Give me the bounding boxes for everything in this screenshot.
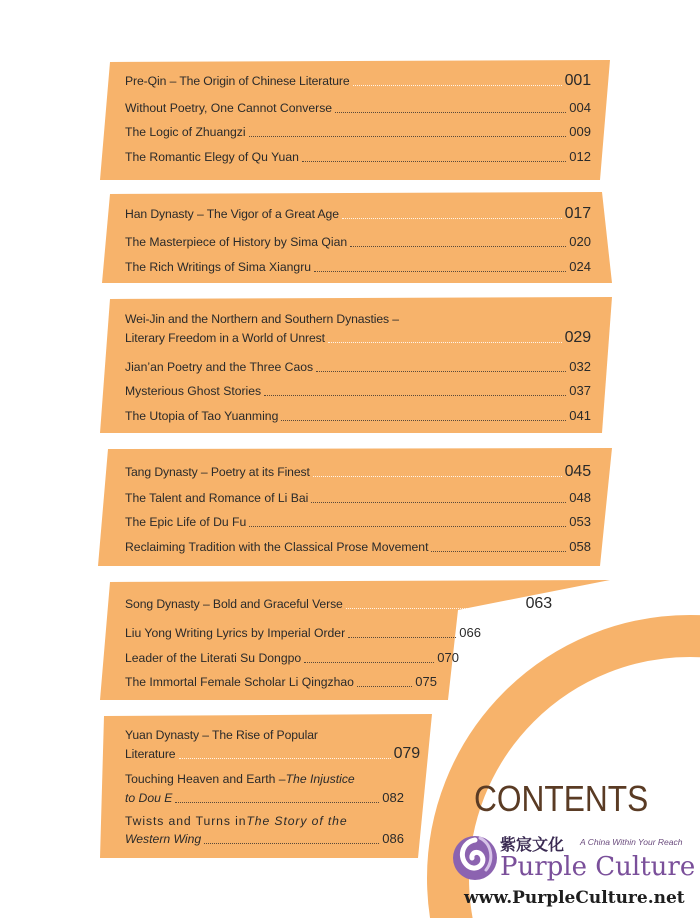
contents-title: CONTENTS xyxy=(474,778,649,819)
entry-title-italic: The Injustice xyxy=(285,772,355,786)
entry-page: 037 xyxy=(569,383,591,398)
leader-dots xyxy=(264,395,566,396)
entry-title-italic: The Story of the xyxy=(246,814,348,828)
chapter-title: Han Dynasty – The Vigor of a Great Age xyxy=(125,207,339,221)
entry-title: Reclaiming Tradition with the Classical Prose Movement xyxy=(125,540,429,554)
logo-name: Purple Culture xyxy=(500,852,696,882)
chapter-page: 029 xyxy=(564,329,591,346)
chapter-title: Literature xyxy=(125,747,176,761)
leader-dots xyxy=(357,686,412,687)
entry-title: Touching Heaven and Earth – xyxy=(125,772,286,786)
entry-page: 041 xyxy=(569,408,591,423)
entry-title: The Masterpiece of History by Sima Qian xyxy=(125,235,348,249)
toc-entry[interactable] xyxy=(125,124,591,140)
entry-page: 032 xyxy=(569,359,591,374)
entry-page: 024 xyxy=(569,259,591,274)
chapter-page: 063 xyxy=(525,595,552,612)
chapter-title: Song Dynasty – Bold and Graceful Verse xyxy=(125,597,343,611)
toc-entry[interactable] xyxy=(125,100,591,116)
leader-dots xyxy=(346,608,523,609)
chapter-page: 079 xyxy=(393,745,420,762)
toc-entry[interactable] xyxy=(125,490,591,506)
toc-entry[interactable] xyxy=(125,408,591,424)
entry-title: The Rich Writings of Sima Xiangru xyxy=(125,260,312,274)
toc-entry[interactable] xyxy=(125,674,437,690)
chapter-heading-line1[interactable] xyxy=(125,311,591,327)
entry-title: Jian’an Poetry and the Three Caos xyxy=(125,360,314,374)
leader-dots xyxy=(302,161,566,162)
chapter-heading[interactable] xyxy=(125,596,552,612)
toc-entry[interactable] xyxy=(125,625,481,641)
entry-title: Without Poetry, One Cannot Converse xyxy=(125,101,333,115)
entry-page: 086 xyxy=(382,831,404,846)
leader-dots xyxy=(175,802,379,803)
entry-title-italic: to Dou E xyxy=(125,791,173,805)
chapter-page: 045 xyxy=(564,463,591,480)
toc-entry[interactable] xyxy=(125,383,591,399)
chapter-heading[interactable] xyxy=(125,206,591,222)
entry-title: The Romantic Elegy of Qu Yuan xyxy=(125,150,299,164)
leader-dots xyxy=(328,342,562,343)
toc-entry[interactable] xyxy=(125,149,591,165)
chapter-heading-line2[interactable] xyxy=(125,746,420,762)
toc-entry[interactable] xyxy=(125,234,591,250)
entry-page: 066 xyxy=(459,625,481,640)
toc-entry[interactable] xyxy=(125,514,591,530)
leader-dots xyxy=(249,526,566,527)
entry-title-italic: Western Wing xyxy=(125,832,202,846)
entry-page: 082 xyxy=(382,790,404,805)
entry-title: The Immortal Female Scholar Li Qingzhao xyxy=(125,675,354,689)
purple-swirl-icon xyxy=(450,830,500,886)
chapter-title: Yuan Dynasty – The Rise of Popular xyxy=(125,728,318,742)
toc-entry-line2[interactable] xyxy=(125,790,404,806)
chapter-title: Literary Freedom in a World of Unrest xyxy=(125,331,325,345)
leader-dots xyxy=(314,271,566,272)
chapter-title: Wei-Jin and the Northern and Southern Dynasties – xyxy=(125,312,399,326)
logo-url[interactable]: www.PurpleCulture.net xyxy=(464,888,685,908)
leader-dots xyxy=(249,136,567,137)
toc-entry[interactable] xyxy=(125,259,591,275)
leader-dots xyxy=(335,112,566,113)
chapter-heading-line1[interactable] xyxy=(125,727,420,743)
leader-dots xyxy=(316,371,566,372)
chapter-page: 001 xyxy=(564,72,591,89)
chapter-title: Pre-Qin – The Origin of Chinese Literature xyxy=(125,74,350,88)
entry-page: 048 xyxy=(569,490,591,505)
toc-entry[interactable] xyxy=(125,539,591,555)
leader-dots xyxy=(353,85,562,86)
leader-dots xyxy=(281,420,566,421)
entry-page: 020 xyxy=(569,234,591,249)
entry-title: The Epic Life of Du Fu xyxy=(125,515,247,529)
entry-page: 012 xyxy=(569,149,591,164)
logo-chinese-text: 紫宸文化 xyxy=(500,835,565,854)
entry-title: Liu Yong Writing Lyrics by Imperial Order xyxy=(125,626,346,640)
publisher-logo[interactable] xyxy=(448,828,698,914)
leader-dots xyxy=(342,218,562,219)
entry-title: The Talent and Romance of Li Bai xyxy=(125,491,309,505)
toc-entry-line1[interactable] xyxy=(125,813,420,829)
entry-title: The Logic of Zhuangzi xyxy=(125,125,246,139)
entry-page: 058 xyxy=(569,539,591,554)
chapter-heading-line2[interactable] xyxy=(125,330,591,346)
entry-page: 053 xyxy=(569,514,591,529)
logo-tagline: A China Within Your Reach xyxy=(580,837,683,847)
entry-title: Leader of the Literati Su Dongpo xyxy=(125,651,302,665)
toc-entry[interactable] xyxy=(125,359,591,375)
leader-dots xyxy=(304,662,434,663)
leader-dots xyxy=(179,758,391,759)
entry-page: 070 xyxy=(437,650,459,665)
entry-title: Mysterious Ghost Stories xyxy=(125,384,262,398)
leader-dots xyxy=(204,843,379,844)
chapter-title: Tang Dynasty – Poetry at its Finest xyxy=(125,465,310,479)
entry-title: The Utopia of Tao Yuanming xyxy=(125,409,279,423)
entry-title: Twists and Turns in xyxy=(125,814,247,828)
toc-entry-line1[interactable] xyxy=(125,771,420,787)
leader-dots xyxy=(350,246,566,247)
toc-entry[interactable] xyxy=(125,650,459,666)
entry-page: 009 xyxy=(569,124,591,139)
chapter-page: 017 xyxy=(564,205,591,222)
leader-dots xyxy=(311,502,566,503)
toc-entry-line2[interactable] xyxy=(125,831,404,847)
entry-page: 004 xyxy=(569,100,591,115)
leader-dots xyxy=(313,476,562,477)
leader-dots xyxy=(431,551,566,552)
leader-dots xyxy=(348,637,456,638)
chapter-heading[interactable] xyxy=(125,73,591,89)
chapter-heading[interactable] xyxy=(125,464,591,480)
entry-page: 075 xyxy=(415,674,437,689)
